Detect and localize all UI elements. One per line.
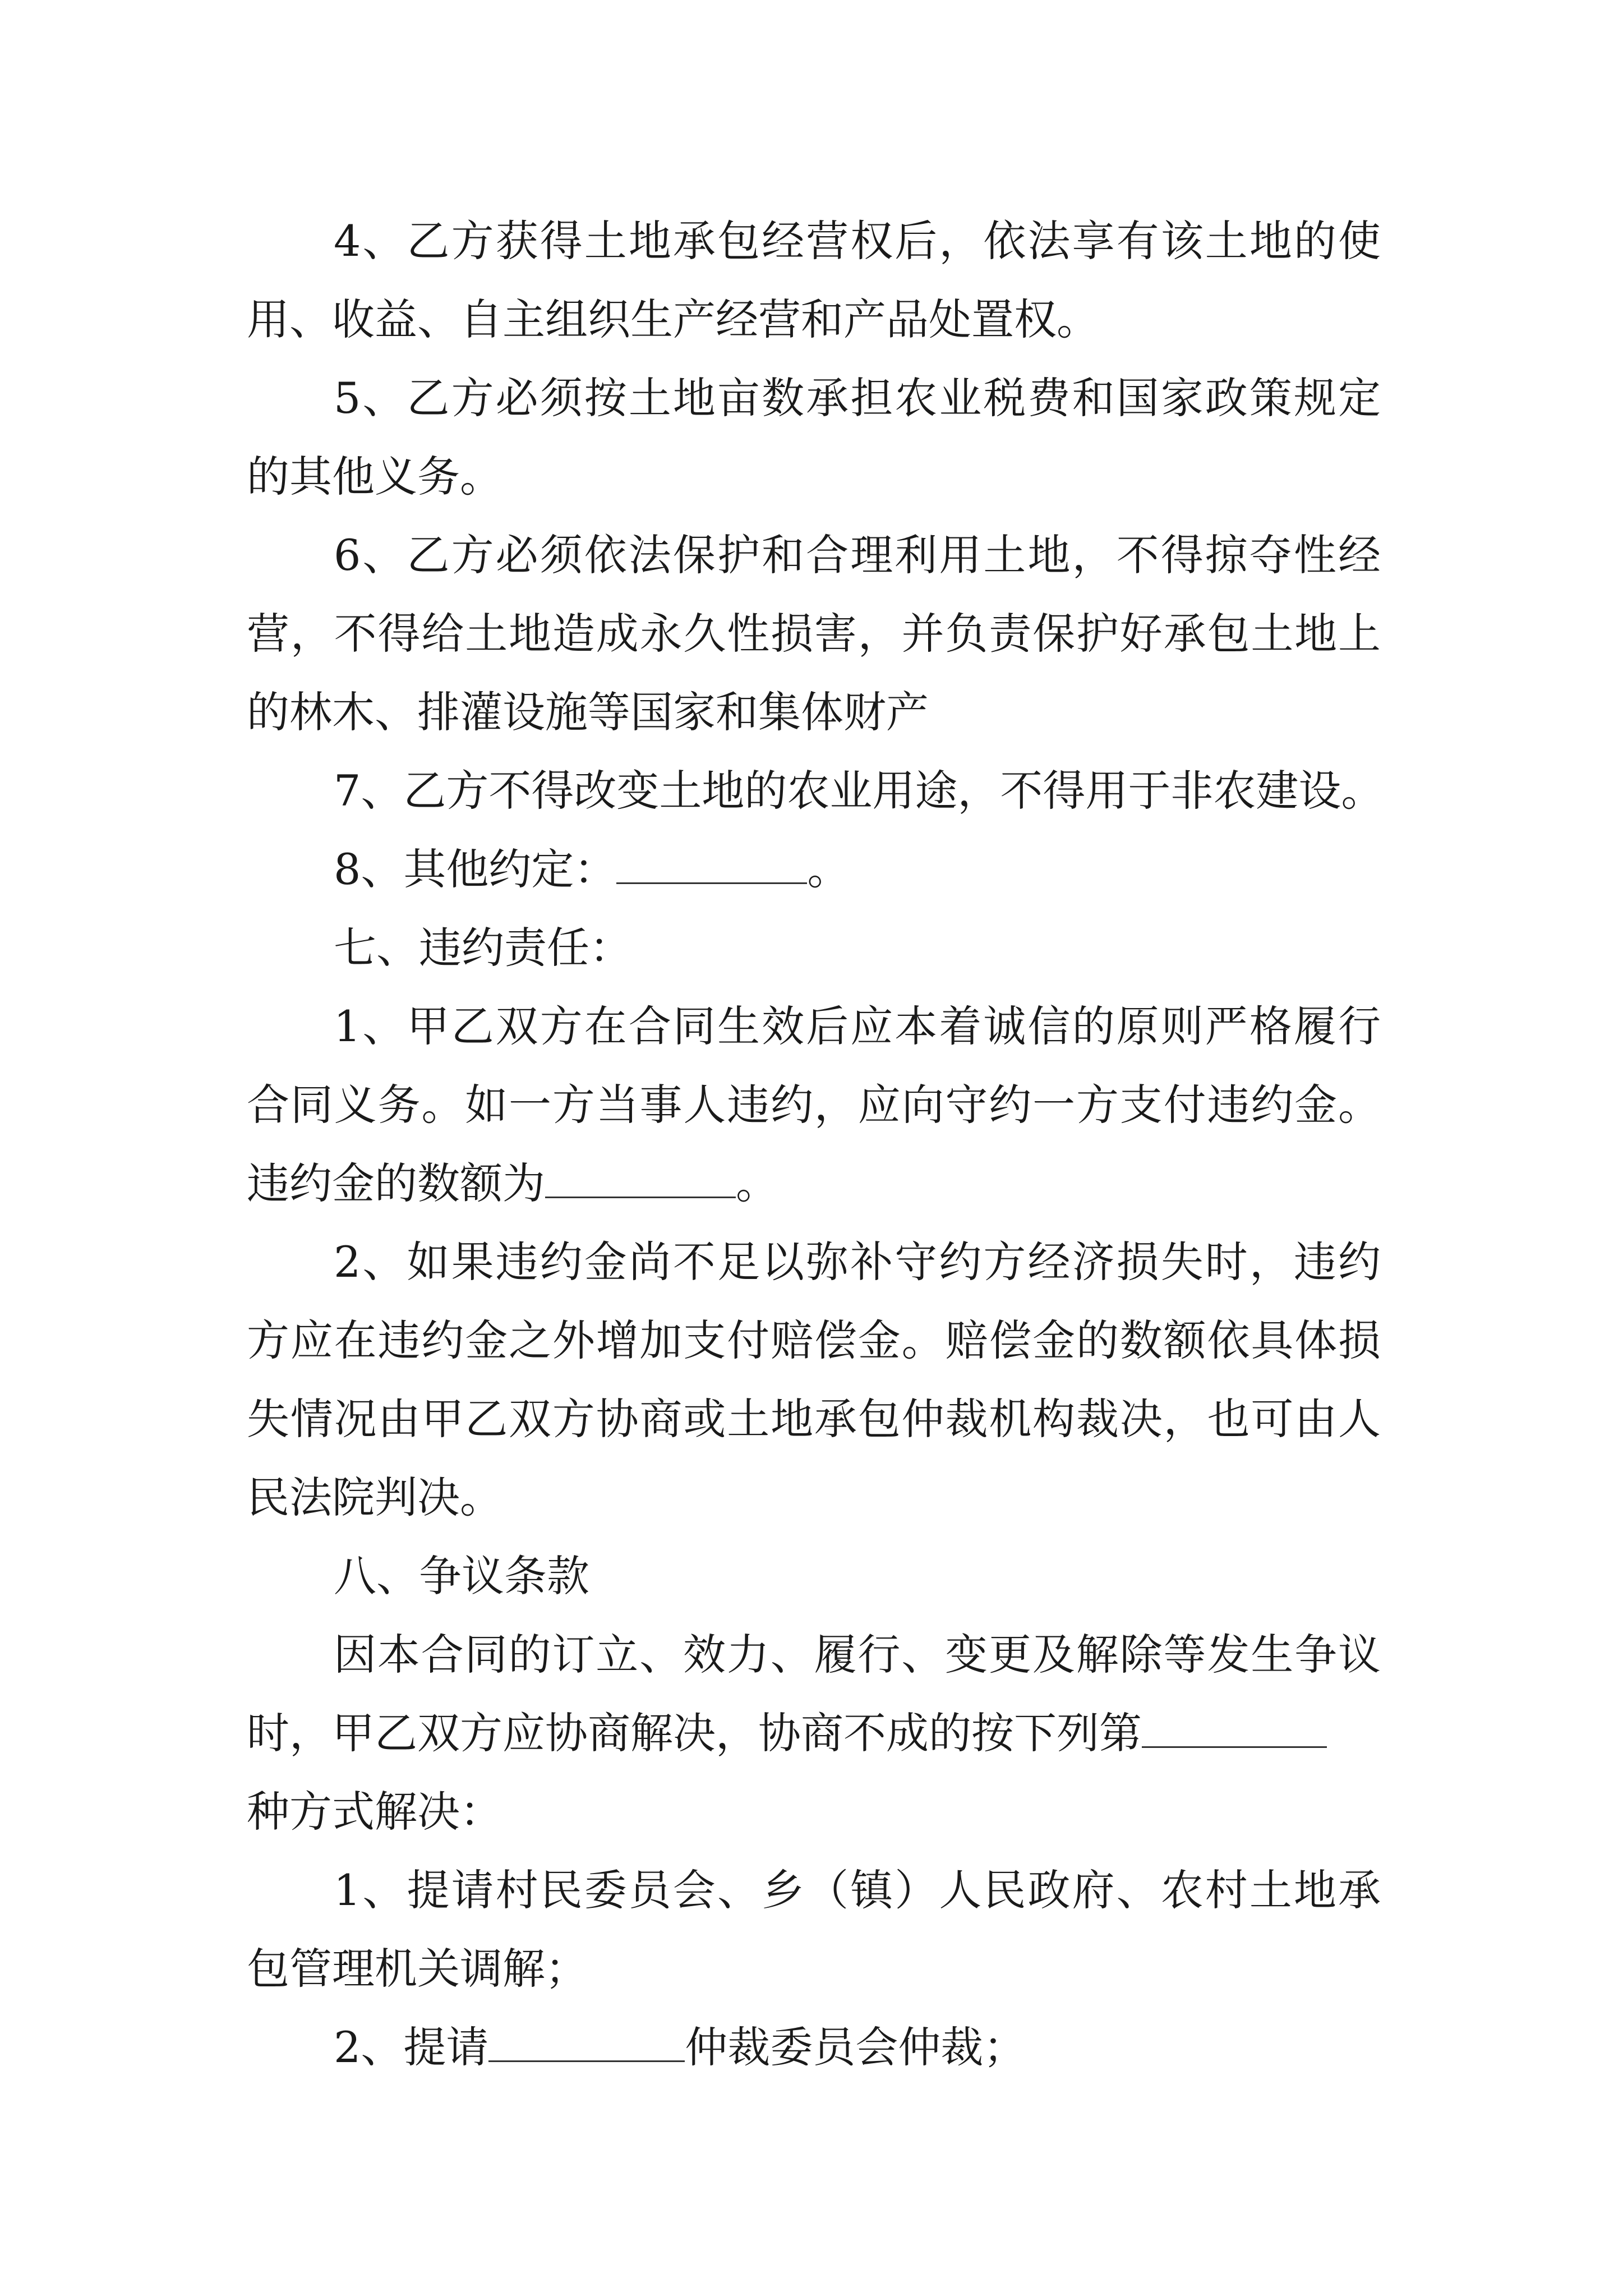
clause-6-4-line-2: 用、收益、自主组织生产经营和产品处置权。 <box>247 295 1099 344</box>
arbitration-suffix: 仲裁委员会仲裁； <box>685 2022 1026 2072</box>
clause-7-1-end: 。 <box>736 1158 778 1208</box>
clause-6-8-end: 。 <box>807 844 850 894</box>
clause-6-4-line-1: 4、乙方获得土地承包经营权后，依法享有该土地的使 <box>334 216 1381 266</box>
section-8-line-3: 种方式解决： <box>247 1787 502 1837</box>
clause-7-2-line-1: 2、如果违约金尚不足以弥补守约方经济损失时，违约 <box>334 1237 1381 1287</box>
clause-6-6-line-3: 的林木、排灌设施等国家和集体财产 <box>247 687 929 737</box>
clause-6-7: 7、乙方不得改变土地的农业用途，不得用于非农建设。 <box>334 766 1384 816</box>
other-agreement-blank[interactable] <box>616 843 807 884</box>
section-7-heading: 七、违约责任： <box>334 923 632 973</box>
clause-7-1-line-1: 1、甲乙双方在合同生效后应本着诚信的原则严格履行 <box>334 1001 1381 1051</box>
arbitration-committee-blank[interactable] <box>488 2021 685 2062</box>
dispute-method-blank[interactable] <box>1142 1707 1327 1748</box>
penalty-amount-blank[interactable] <box>545 1157 736 1198</box>
clause-6-8-label: 8、其他约定： <box>334 844 617 894</box>
clause-6-5-line-2: 的其他义务。 <box>247 452 502 501</box>
penalty-amount-label: 违约金的数额为 <box>247 1158 545 1208</box>
clause-7-1-line-3 <box>247 1144 778 1223</box>
clause-7-2-line-2: 方应在违约金之外增加支付赔偿金。赔偿金的数额依具体损 <box>247 1315 1381 1365</box>
clause-6-5-line-1: 5、乙方必须按土地亩数承担农业税费和国家政策规定 <box>334 373 1381 423</box>
section-8-heading: 八、争议条款 <box>334 1551 589 1601</box>
arbitration-label: 2、提请 <box>334 2022 489 2072</box>
clause-8-1-line-1: 1、提请村民委员会、乡（镇）人民政府、农村土地承 <box>334 1865 1381 1915</box>
clause-7-2-line-4: 民法院判决。 <box>247 1473 502 1522</box>
clause-7-2-line-3: 失情况由甲乙双方协商或土地承包仲裁机构裁决，也可由人 <box>247 1394 1381 1444</box>
clause-6-6-line-2: 营，不得给土地造成永久性损害，并负责保护好承包土地上 <box>247 609 1381 659</box>
dispute-method-label: 时，甲乙双方应协商解决，协商不成的按下列第 <box>247 1708 1142 1758</box>
clause-6-8 <box>334 830 850 909</box>
clause-7-1-line-2: 合同义务。如一方当事人违约，应向守约一方支付违约金。 <box>247 1080 1381 1130</box>
clause-6-6-line-1: 6、乙方必须依法保护和合理利用土地，不得掠夺性经 <box>334 530 1381 580</box>
clause-8-1-line-2: 包管理机关调解； <box>247 1944 588 1994</box>
section-8-line-2 <box>247 1694 1327 1773</box>
section-8-line-1: 因本合同的订立、效力、履行、变更及解除等发生争议 <box>334 1630 1381 1680</box>
clause-8-2 <box>334 2008 1026 2087</box>
